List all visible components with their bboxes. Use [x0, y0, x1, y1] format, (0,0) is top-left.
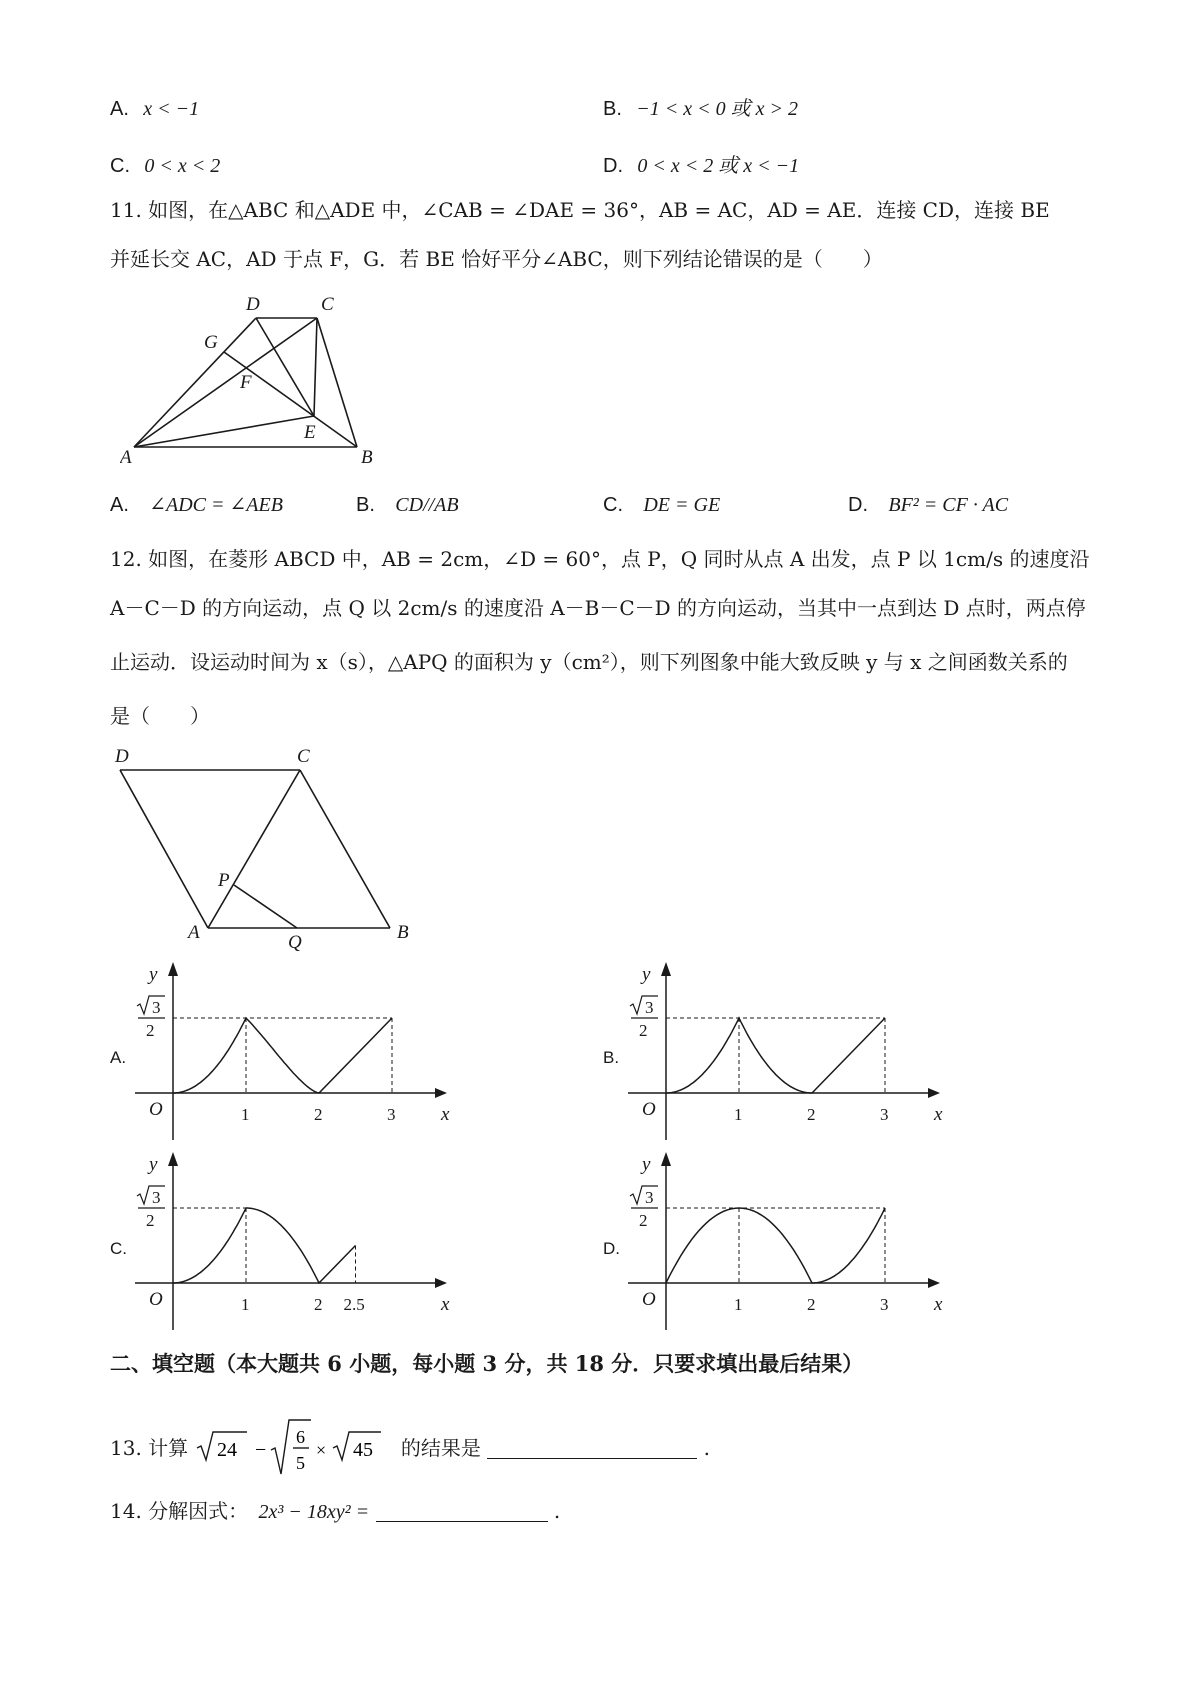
- section-heading: 二、填空题（本大题共 6 小题，每小题 3 分，共 18 分．只要求填出最后结果）: [110, 1351, 864, 1376]
- label-f: F: [240, 372, 252, 393]
- y-axis-arrow-icon: [168, 1152, 178, 1166]
- function-curve: [666, 1208, 885, 1283]
- q14-answer-blank[interactable]: [376, 1501, 548, 1522]
- q12-stem-line3: 止运动．设运动时间为 x（s），△APQ 的面积为 y（cm²），则下列图象中能大致反映 y 与 x 之间函数关系的: [110, 650, 1068, 674]
- q13-expression: [195, 1418, 395, 1478]
- segment-da: [120, 770, 208, 928]
- option-letter: B.: [603, 98, 622, 120]
- label-e: E: [304, 422, 316, 443]
- q14-line: [110, 1498, 560, 1525]
- sqrt-icon: [630, 1186, 658, 1204]
- label-d: D: [246, 294, 260, 315]
- x-axis-arrow-icon: [928, 1088, 940, 1098]
- label-b: B: [361, 447, 373, 465]
- q12-stem-line1: 12. 如图，在菱形 ABCD 中，AB = 2cm，∠D = 60°，点 P，Q 同时从点 A 出发，点 P 以 1cm/s 的速度沿: [110, 547, 1090, 571]
- x-tick-label: 3: [880, 1105, 889, 1124]
- sqrt-icon: [630, 996, 658, 1014]
- label-a: A: [188, 922, 200, 943]
- function-curve: [666, 1018, 885, 1093]
- x-tick-label: 2: [807, 1295, 816, 1314]
- label-b: B: [397, 922, 409, 943]
- x-axis-label: x: [441, 1294, 450, 1315]
- q13-times: ×: [315, 1440, 326, 1460]
- segment-cb: [300, 770, 390, 928]
- function-curve: [173, 1208, 356, 1283]
- x-axis-arrow-icon: [435, 1088, 447, 1098]
- option-expr: BF² = CF · AC: [888, 494, 1009, 516]
- label-p: P: [218, 870, 230, 891]
- q10-option-b: [603, 95, 798, 122]
- q14-end: .: [553, 1499, 561, 1523]
- option-expr: 0 < x < 2 或 x < −1: [637, 155, 800, 177]
- graph-option-d-letter: D.: [603, 1239, 620, 1258]
- segment-bg: [224, 352, 357, 447]
- segment-ac: [208, 770, 300, 928]
- q12-stem-line2: A－C－D 的方向运动，点 Q 以 2cm/s 的速度沿 A－B－C－D 的方向运动，当其中一点到达 D 点时，两点停: [110, 596, 1086, 620]
- option-letter: A.: [110, 98, 129, 120]
- label-g: G: [204, 332, 218, 353]
- option-expr: 0 < x < 2: [144, 155, 221, 177]
- option-letter: A.: [110, 494, 129, 516]
- denominator-value: 2: [146, 1211, 155, 1230]
- graph-d: [628, 1150, 958, 1335]
- y-axis-label: y: [149, 964, 158, 985]
- sqrt-icon: [137, 1186, 165, 1204]
- denominator-value: 2: [639, 1211, 648, 1230]
- label-c: C: [297, 746, 310, 767]
- x-tick-label: 3: [880, 1295, 889, 1314]
- segment-ad: [134, 318, 256, 447]
- x-axis-label: x: [441, 1104, 450, 1125]
- q11-option-a: [110, 491, 283, 518]
- x-axis-label: x: [934, 1104, 943, 1125]
- root-value: 3: [645, 1188, 654, 1207]
- q13-minus: −: [254, 1439, 266, 1461]
- label-q: Q: [288, 932, 302, 953]
- x-tick-label: 2: [314, 1105, 323, 1124]
- label-a: A: [120, 447, 132, 465]
- q11-figure: [120, 290, 400, 465]
- option-expr: −1 < x < 0 或 x > 2: [636, 98, 799, 120]
- q14-expr: 2x³ − 18xy² =: [258, 1501, 370, 1523]
- option-expr: ∠ADC = ∠AEB: [149, 494, 283, 516]
- root-value: 3: [645, 998, 654, 1017]
- q11-option-b: [356, 491, 459, 518]
- y-axis-arrow-icon: [661, 1152, 671, 1166]
- graph-option-b-letter: B.: [603, 1048, 620, 1067]
- x-tick-label: 2.5: [343, 1295, 365, 1314]
- q10-option-c: [110, 152, 220, 179]
- x-tick-label: 1: [734, 1295, 743, 1314]
- q11-stem-line1: 11. 如图，在△ABC 和△ADE 中，∠CAB = ∠DAE = 36°，AB = AC，AD = AE．连接 CD，连接 BE: [110, 198, 1050, 222]
- q13-prefix: 13. 计算: [110, 1436, 189, 1460]
- segment-ac: [134, 318, 317, 447]
- option-expr: CD//AB: [395, 494, 459, 516]
- segment-de: [256, 318, 314, 416]
- q13-r1: 24: [216, 1439, 237, 1461]
- y-axis-label: y: [149, 1154, 158, 1175]
- x-tick-label: 1: [241, 1295, 250, 1314]
- q13-r2: 45: [352, 1439, 373, 1461]
- x-tick-label: 1: [734, 1105, 743, 1124]
- y-axis-arrow-icon: [168, 962, 178, 976]
- graph-b: [628, 960, 958, 1145]
- x-axis-arrow-icon: [435, 1278, 447, 1288]
- segment-pq: [234, 885, 297, 928]
- segment-ae: [134, 416, 314, 447]
- denominator-value: 2: [146, 1021, 155, 1040]
- graph-c: [135, 1150, 465, 1335]
- q13-frac-den: 5: [295, 1453, 305, 1473]
- root-value: 3: [152, 998, 161, 1017]
- q10-option-a: [110, 95, 199, 122]
- q13-suffix: 的结果是: [400, 1436, 481, 1460]
- origin-label: O: [642, 1099, 656, 1120]
- function-curve: [173, 1018, 392, 1093]
- segment-cb: [317, 318, 357, 447]
- q13-line: [110, 1418, 710, 1478]
- q12-rhombus-figure: [110, 740, 420, 955]
- q11-option-d: [848, 491, 1008, 518]
- option-expr: DE = GE: [643, 494, 721, 516]
- origin-label: O: [149, 1289, 163, 1310]
- y-axis-label: y: [642, 964, 651, 985]
- denominator-value: 2: [639, 1021, 648, 1040]
- sqrt-icon: [137, 996, 165, 1014]
- label-d: D: [115, 746, 129, 767]
- x-axis-arrow-icon: [928, 1278, 940, 1288]
- root-value: 3: [152, 1188, 161, 1207]
- option-letter: C.: [603, 494, 623, 516]
- x-tick-label: 2: [314, 1295, 323, 1314]
- x-tick-label: 3: [387, 1105, 396, 1124]
- graph-a: [135, 960, 465, 1145]
- option-letter: D.: [603, 155, 623, 177]
- q11-option-c: [603, 491, 720, 518]
- x-axis-label: x: [934, 1294, 943, 1315]
- q13-answer-blank[interactable]: [487, 1438, 697, 1459]
- x-tick-label: 1: [241, 1105, 250, 1124]
- q10-option-d: [603, 152, 799, 179]
- q11-stem-line2: 并延长交 AC，AD 于点 F，G．若 BE 恰好平分∠ABC，则下列结论错误的是（ ）: [110, 247, 883, 271]
- segment-ce: [314, 318, 317, 416]
- option-expr: x < −1: [143, 98, 200, 120]
- q13-frac-num: 6: [295, 1427, 305, 1447]
- origin-label: O: [149, 1099, 163, 1120]
- y-axis-arrow-icon: [661, 962, 671, 976]
- q12-stem-line4: 是（ ）: [110, 704, 210, 728]
- option-letter: D.: [848, 494, 868, 516]
- q14-prefix: 14. 分解因式：: [110, 1499, 249, 1523]
- graph-option-c-letter: C.: [110, 1239, 127, 1258]
- graph-option-a-letter: A.: [110, 1048, 127, 1067]
- x-tick-label: 2: [807, 1105, 816, 1124]
- option-letter: C.: [110, 155, 130, 177]
- origin-label: O: [642, 1289, 656, 1310]
- q13-end: .: [703, 1436, 710, 1460]
- label-c: C: [321, 294, 334, 315]
- y-axis-label: y: [642, 1154, 651, 1175]
- option-letter: B.: [356, 494, 375, 516]
